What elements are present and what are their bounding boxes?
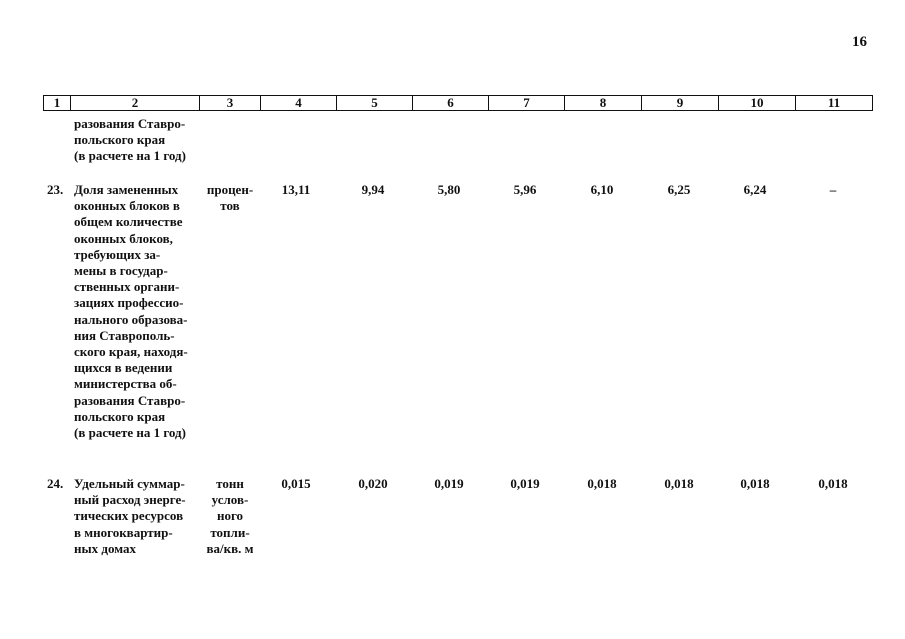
row-23-unit: [200, 182, 260, 214]
name-line: оконных блоков в: [74, 198, 180, 214]
unit-line: тов: [220, 198, 240, 214]
name-line: ского края, находя-: [74, 344, 188, 360]
header-col-5: 5: [337, 96, 413, 111]
row-23-number: 23.: [47, 182, 64, 197]
name-line: разования Ставро-: [74, 116, 186, 131]
name-line: ственных органи-: [74, 279, 180, 295]
header-col-11: 11: [796, 96, 873, 111]
row-23-value-col8: 6,10: [590, 182, 614, 197]
row-24-value-col11: 0,018: [818, 476, 848, 491]
header-col-10: 10: [719, 96, 796, 111]
row-24-number: 24.: [47, 476, 64, 491]
name-line: в многоквартир-: [74, 524, 173, 540]
header-col-9: 9: [642, 96, 719, 111]
row-24-value-col5: 0,020: [358, 476, 388, 491]
row-23-value-col7: 5,96: [513, 182, 537, 197]
row-continued-name: [74, 116, 195, 165]
row-23-value-col5: 9,94: [361, 182, 385, 197]
row-24-name: [74, 476, 195, 557]
page-number: 16: [852, 34, 867, 50]
row-24-unit: [200, 476, 260, 557]
name-line: польского края: [74, 132, 166, 148]
name-line: щихся в ведении: [74, 360, 173, 376]
row-23-value-col4: 13,11: [281, 182, 311, 197]
unit-line: процен-: [206, 182, 254, 197]
header-col-7: 7: [489, 96, 565, 111]
header-col-1: 1: [44, 96, 71, 111]
unit-line: ного: [216, 508, 244, 524]
name-line: (в расчете на 1 год): [74, 148, 186, 164]
row-23-value-col10: 6,24: [743, 182, 767, 197]
column-header-row: [43, 95, 873, 111]
unit-line: топли-: [210, 524, 250, 540]
header-col-6: 6: [413, 96, 489, 111]
unit-line: услов-: [211, 492, 249, 508]
row-24-value-col7: 0,019: [510, 476, 540, 491]
name-line: нального образова-: [74, 311, 188, 327]
row-24-value-col8: 0,018: [587, 476, 617, 491]
name-line: разования Ставро-: [74, 392, 186, 408]
row-24-value-col9: 0,018: [664, 476, 694, 491]
row-24-value-col10: 0,018: [740, 476, 770, 491]
row-24-value-col6: 0,019: [434, 476, 464, 491]
unit-line: тонн: [216, 476, 244, 491]
name-line: Доля замененных: [74, 182, 179, 197]
header-col-8: 8: [565, 96, 642, 111]
name-line: требующих за-: [74, 246, 161, 262]
name-line: ния Ставрополь-: [74, 327, 175, 343]
name-line: ный расход энерге-: [74, 492, 186, 508]
name-line: ных домах: [74, 540, 136, 556]
name-line: мены в государ-: [74, 263, 168, 279]
name-line: Удельный суммар-: [74, 476, 185, 491]
name-line: тических ресурсов: [74, 508, 184, 524]
row-23-name: [74, 182, 195, 441]
header-col-2: 2: [71, 96, 200, 111]
header-col-4: 4: [261, 96, 337, 111]
name-line: польского края: [74, 408, 166, 424]
header-col-3: 3: [200, 96, 261, 111]
name-line: министерства об-: [74, 376, 177, 392]
name-line: оконных блоков,: [74, 230, 173, 246]
name-line: общем количестве: [74, 214, 183, 230]
name-line: зациях профессио-: [74, 295, 184, 311]
row-23-value-col9: 6,25: [667, 182, 691, 197]
row-24-value-col4: 0,015: [281, 476, 311, 491]
unit-line: ва/кв. м: [206, 540, 254, 556]
row-23-value-col11: –: [829, 182, 837, 197]
row-23-value-col6: 5,80: [437, 182, 461, 197]
name-line: (в расчете на 1 год): [74, 425, 186, 441]
